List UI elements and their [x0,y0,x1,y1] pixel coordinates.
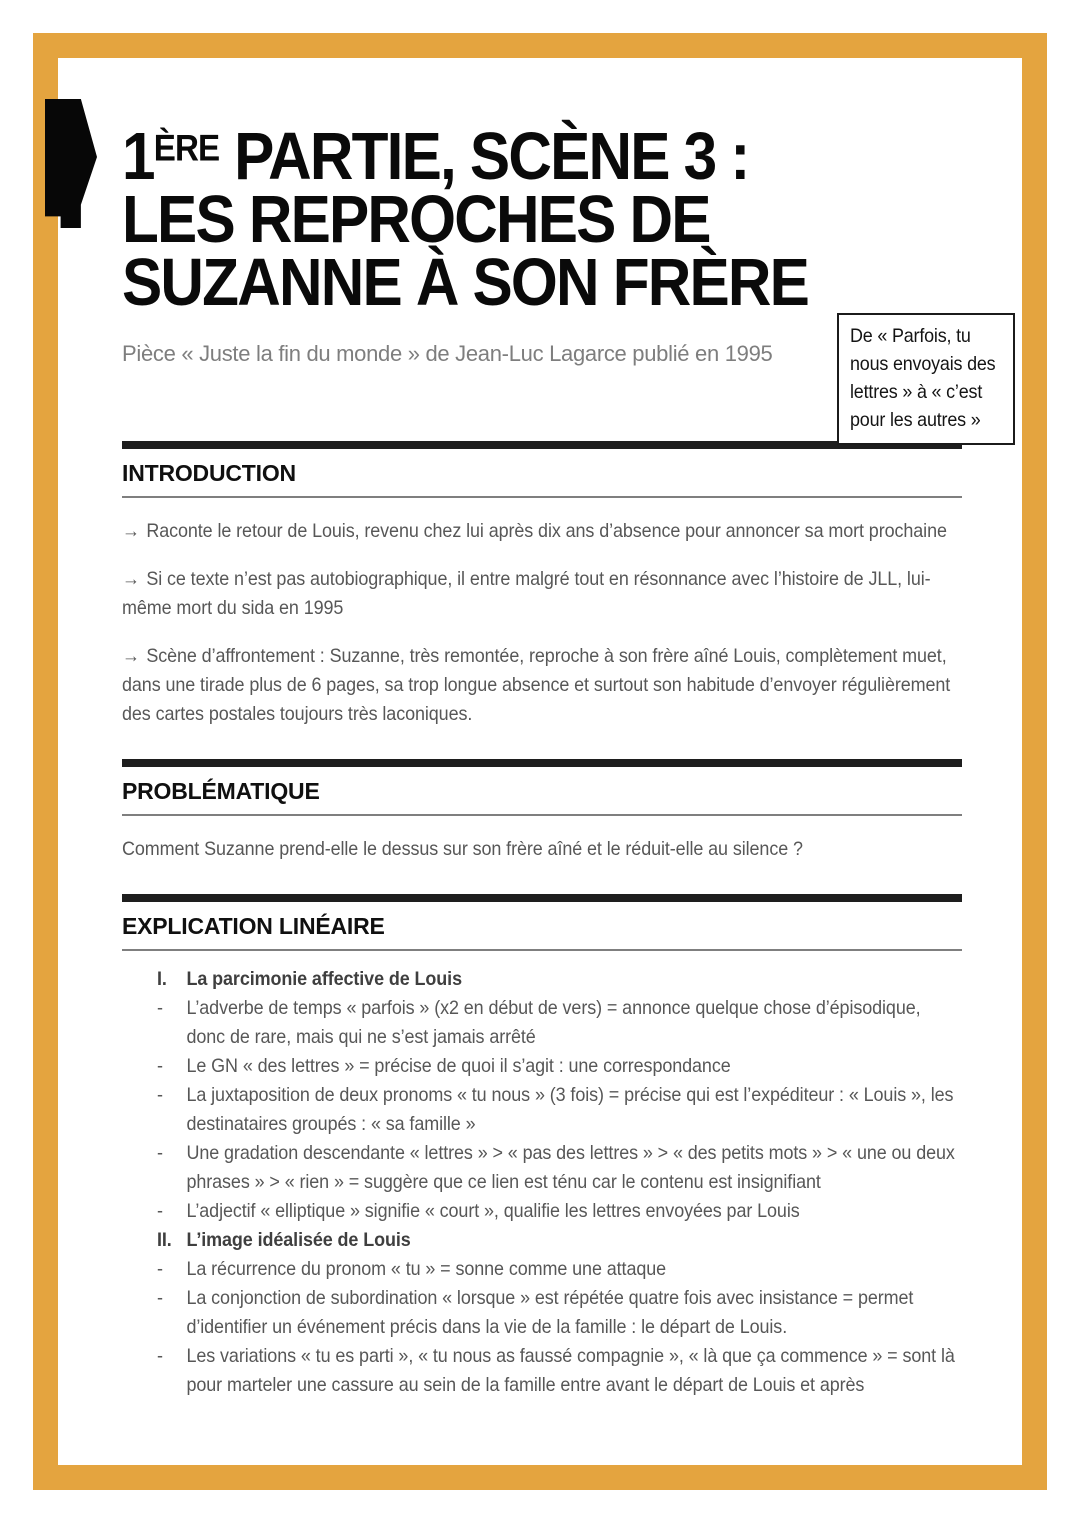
arrow-icon: → [122,568,140,590]
section-divider-bar [122,441,962,449]
outline-text: La parcimonie affective de Louis [186,968,462,990]
paragraph-text: Si ce texte n’est pas autobiographique, il entre malgré tout en résonnance avec l’histoire de JLL, lui-même mort du sida en 1995 [122,568,931,619]
intro-paragraph [122,565,962,623]
outline-marker: - [156,1287,163,1309]
intro-paragraph [122,642,962,729]
outline-marker: - [156,997,163,1019]
outline-bullet [157,1197,962,1226]
section-underline-rule [122,496,962,498]
intro-paragraph [122,517,962,546]
outline-text: Une gradation descendante « lettres » > « pas des lettres » > « des petits mots » > « une ou deux phrases » > « rien » = suggère que ce lien est ténu car le contenu est insignifiant [186,1142,955,1193]
section-divider-bar [122,894,962,902]
outline-marker: - [156,1142,163,1164]
problematique-text: Comment Suzanne prend-elle le dessus sur son frère aîné et le réduit-elle au silence ? [122,838,803,860]
page-title [122,119,962,320]
outline-text: L’adverbe de temps « parfois » (x2 en début de vers) = annonce quelque chose d’épisodique, donc de rare, mais qui ne s’est jamais arrêté [186,997,921,1048]
paragraph-text: Raconte le retour de Louis, revenu chez lui après dix ans d’absence pour annoncer sa mort prochaine [146,520,947,542]
outline-bullet [157,994,962,1052]
outline-bullet [157,1284,962,1342]
outline-text: La conjonction de subordination « lorsque » est répétée quatre fois avec insistance = permet d’identifier un événement précis dans la vie de la famille : le départ de Louis. [186,1287,914,1338]
outline-marker: - [156,1200,163,1222]
outline-bullet [157,1342,962,1400]
outline-text: L’adjectif « elliptique » signifie « court », qualifie les lettres envoyées par Louis [186,1200,800,1222]
section-heading-problematique: PROBLÉMATIQUE [122,778,320,804]
outline-marker: - [156,1084,163,1106]
title-line-3: SUZANNE À SON FRÈRE [122,245,809,320]
outline-heading [157,965,962,994]
outline-text: L’image idéalisée de Louis [186,1229,411,1251]
title-line-1 [122,119,962,194]
outline-marker: - [156,1345,163,1367]
document-content [58,58,1022,1400]
outline-bullet [157,1139,962,1197]
outline-heading [157,1226,962,1255]
outline-marker: II. [156,1229,172,1251]
title-line-1-rest: PARTIE, SCÈNE 3 : [219,119,749,194]
section-heading-introduction: INTRODUCTION [122,460,296,486]
section-underline-rule [122,949,962,951]
outline-text: Les variations « tu es parti », « tu nous as faussé compagnie », « là que ça commence » = sont là pour marteler une cassure au sein de la famille entre avant le départ de Louis et après [186,1345,955,1396]
paragraph-text: Scène d’affrontement : Suzanne, très remontée, reproche à son frère aîné Louis, complètement muet, dans une tirade plus de 6 pages, sa trop longue absence et surtout son habitude d’envoyer régulièrement des cartes postales toujours très laconiques. [122,645,951,725]
outline-marker: - [156,1258,163,1280]
outline-text: La juxtaposition de deux pronoms « tu nous » (3 fois) = précise qui est l’expéditeur : « Louis », les destinataires groupés : « sa famille » [186,1084,954,1135]
explication-outline [122,965,962,1400]
document-subtitle: Pièce « Juste la fin du monde » de Jean-Luc Lagarce publié en 1995 [122,341,773,366]
outline-marker: - [156,1055,163,1077]
callout-box [837,313,1015,445]
outline-bullet [157,1081,962,1139]
section-heading-explication: EXPLICATION LINÉAIRE [122,913,385,939]
outline-text: Le GN « des lettres » = précise de quoi il s’agit : une correspondance [186,1055,731,1077]
title-line-2: LES REPROCHES DE [122,182,710,257]
section-underline-rule [122,814,962,816]
callout-text: De « Parfois, tu nous envoyais des lettres » à « c’est pour les autres » [850,325,996,431]
outline-text: La récurrence du pronom « tu » = sonne comme une attaque [186,1258,667,1280]
section-divider-bar [122,759,962,767]
title-number: 1 [122,119,154,194]
outline-marker: I. [156,968,167,990]
arrow-icon: → [122,520,140,542]
outline-bullet [157,1255,962,1284]
title-ordinal-superscript: ÈRE [153,127,220,169]
arrow-icon: → [122,645,140,667]
outline-bullet [157,1052,962,1081]
